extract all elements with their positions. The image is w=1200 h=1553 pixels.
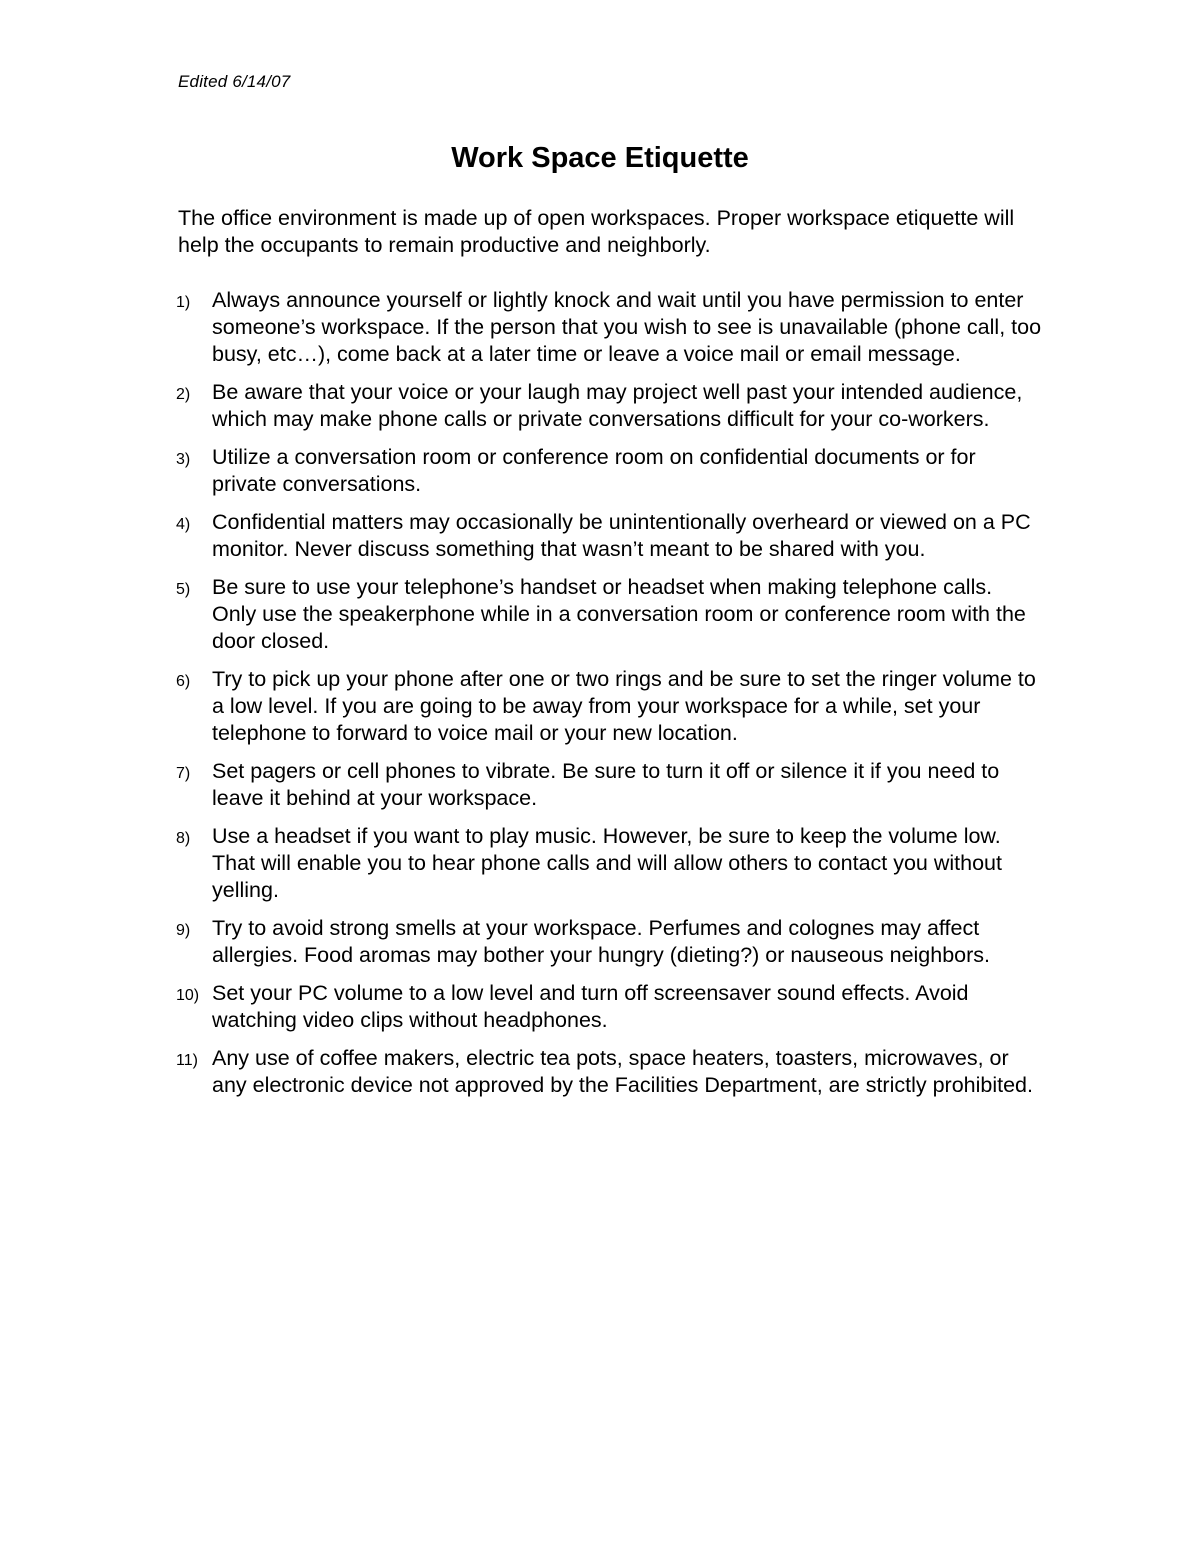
rule-number: 2) xyxy=(176,385,191,403)
rule-text: Set pagers or cell phones to vibrate. Be sure to turn it off or silence it if you need to leave it behind at your workspace. xyxy=(212,758,1000,810)
intro-paragraph: The office environment is made up of open workspaces. Proper workspace etiquette will help the occupants to remain productive and neighborly. xyxy=(178,206,1015,257)
rule-text: Use a headset if you want to play music. However, be sure to keep the volume low. That will enable you to hear phone calls and will allow others to contact you without yelling. xyxy=(212,824,1002,902)
rule-item xyxy=(0,509,1042,563)
rule-number: 4) xyxy=(176,516,191,534)
rule-number: 10) xyxy=(176,987,200,1005)
rule-number: 8) xyxy=(176,830,191,848)
rule-text: Always announce yourself or lightly knock and wait until you have permission to enter someone’s workspace. If the person that you wish to see is unavailable (phone call, too busy, etc…), come back at a later time or leave a voice mail or email message. xyxy=(212,288,1042,366)
rule-text: Any use of coffee makers, electric tea pots, space heaters, toasters, microwaves, or any electronic device not approved by the Facilities Department, are strictly prohibited. xyxy=(212,1046,1033,1097)
rule-item xyxy=(0,287,1042,367)
rule-text: Confidential matters may occasionally be unintentionally overheard or viewed on a PC monitor. Never discuss something that wasn’t meant to be shared with you. xyxy=(212,510,1031,561)
etiquette-rules-list xyxy=(0,287,1200,1110)
rule-item xyxy=(0,666,1042,746)
rule-number: 5) xyxy=(176,581,191,599)
edited-date: Edited 6/14/07 xyxy=(178,72,291,91)
rule-item xyxy=(0,379,1042,433)
rule-item xyxy=(0,1045,1042,1099)
rule-item xyxy=(0,444,1042,498)
rule-number: 1) xyxy=(176,294,191,311)
rule-item xyxy=(0,758,1042,812)
rule-number: 11) xyxy=(176,1052,198,1070)
rule-item xyxy=(0,915,1042,969)
rule-number: 7) xyxy=(176,764,191,782)
rule-number: 6) xyxy=(176,673,191,691)
rule-item xyxy=(0,574,1042,654)
rule-number: 3) xyxy=(176,450,191,468)
rule-text: Be sure to use your telephone’s handset or headset when making telephone calls. Only use the speakerphone while in a conversation room or conference room with the door closed. xyxy=(212,575,1026,653)
rule-item xyxy=(0,823,1042,903)
page-title: Work Space Etiquette xyxy=(451,142,749,174)
rule-item xyxy=(0,980,1042,1034)
rule-text: Set your PC volume to a low level and turn off screensaver sound effects. Avoid watching video clips without headphones. xyxy=(212,981,969,1032)
rule-text: Be aware that your voice or your laugh may project well past your intended audience, which may make phone calls or private conversations difficult for your co-workers. xyxy=(212,379,1023,431)
rule-text: Utilize a conversation room or conference room on confidential documents or for private conversations. xyxy=(212,444,976,496)
rule-text: Try to avoid strong smells at your workspace. Perfumes and colognes may affect allergies. Food aromas may bother your hungry (dieting?) or nauseous neighbors. xyxy=(212,915,991,967)
rule-number: 9) xyxy=(176,921,191,939)
rule-text: Try to pick up your phone after one or two rings and be sure to set the ringer volume to a low level. If you are going to be away from your workspace for a while, set your telephone to forward to voice mail or your new location. xyxy=(212,667,1036,745)
